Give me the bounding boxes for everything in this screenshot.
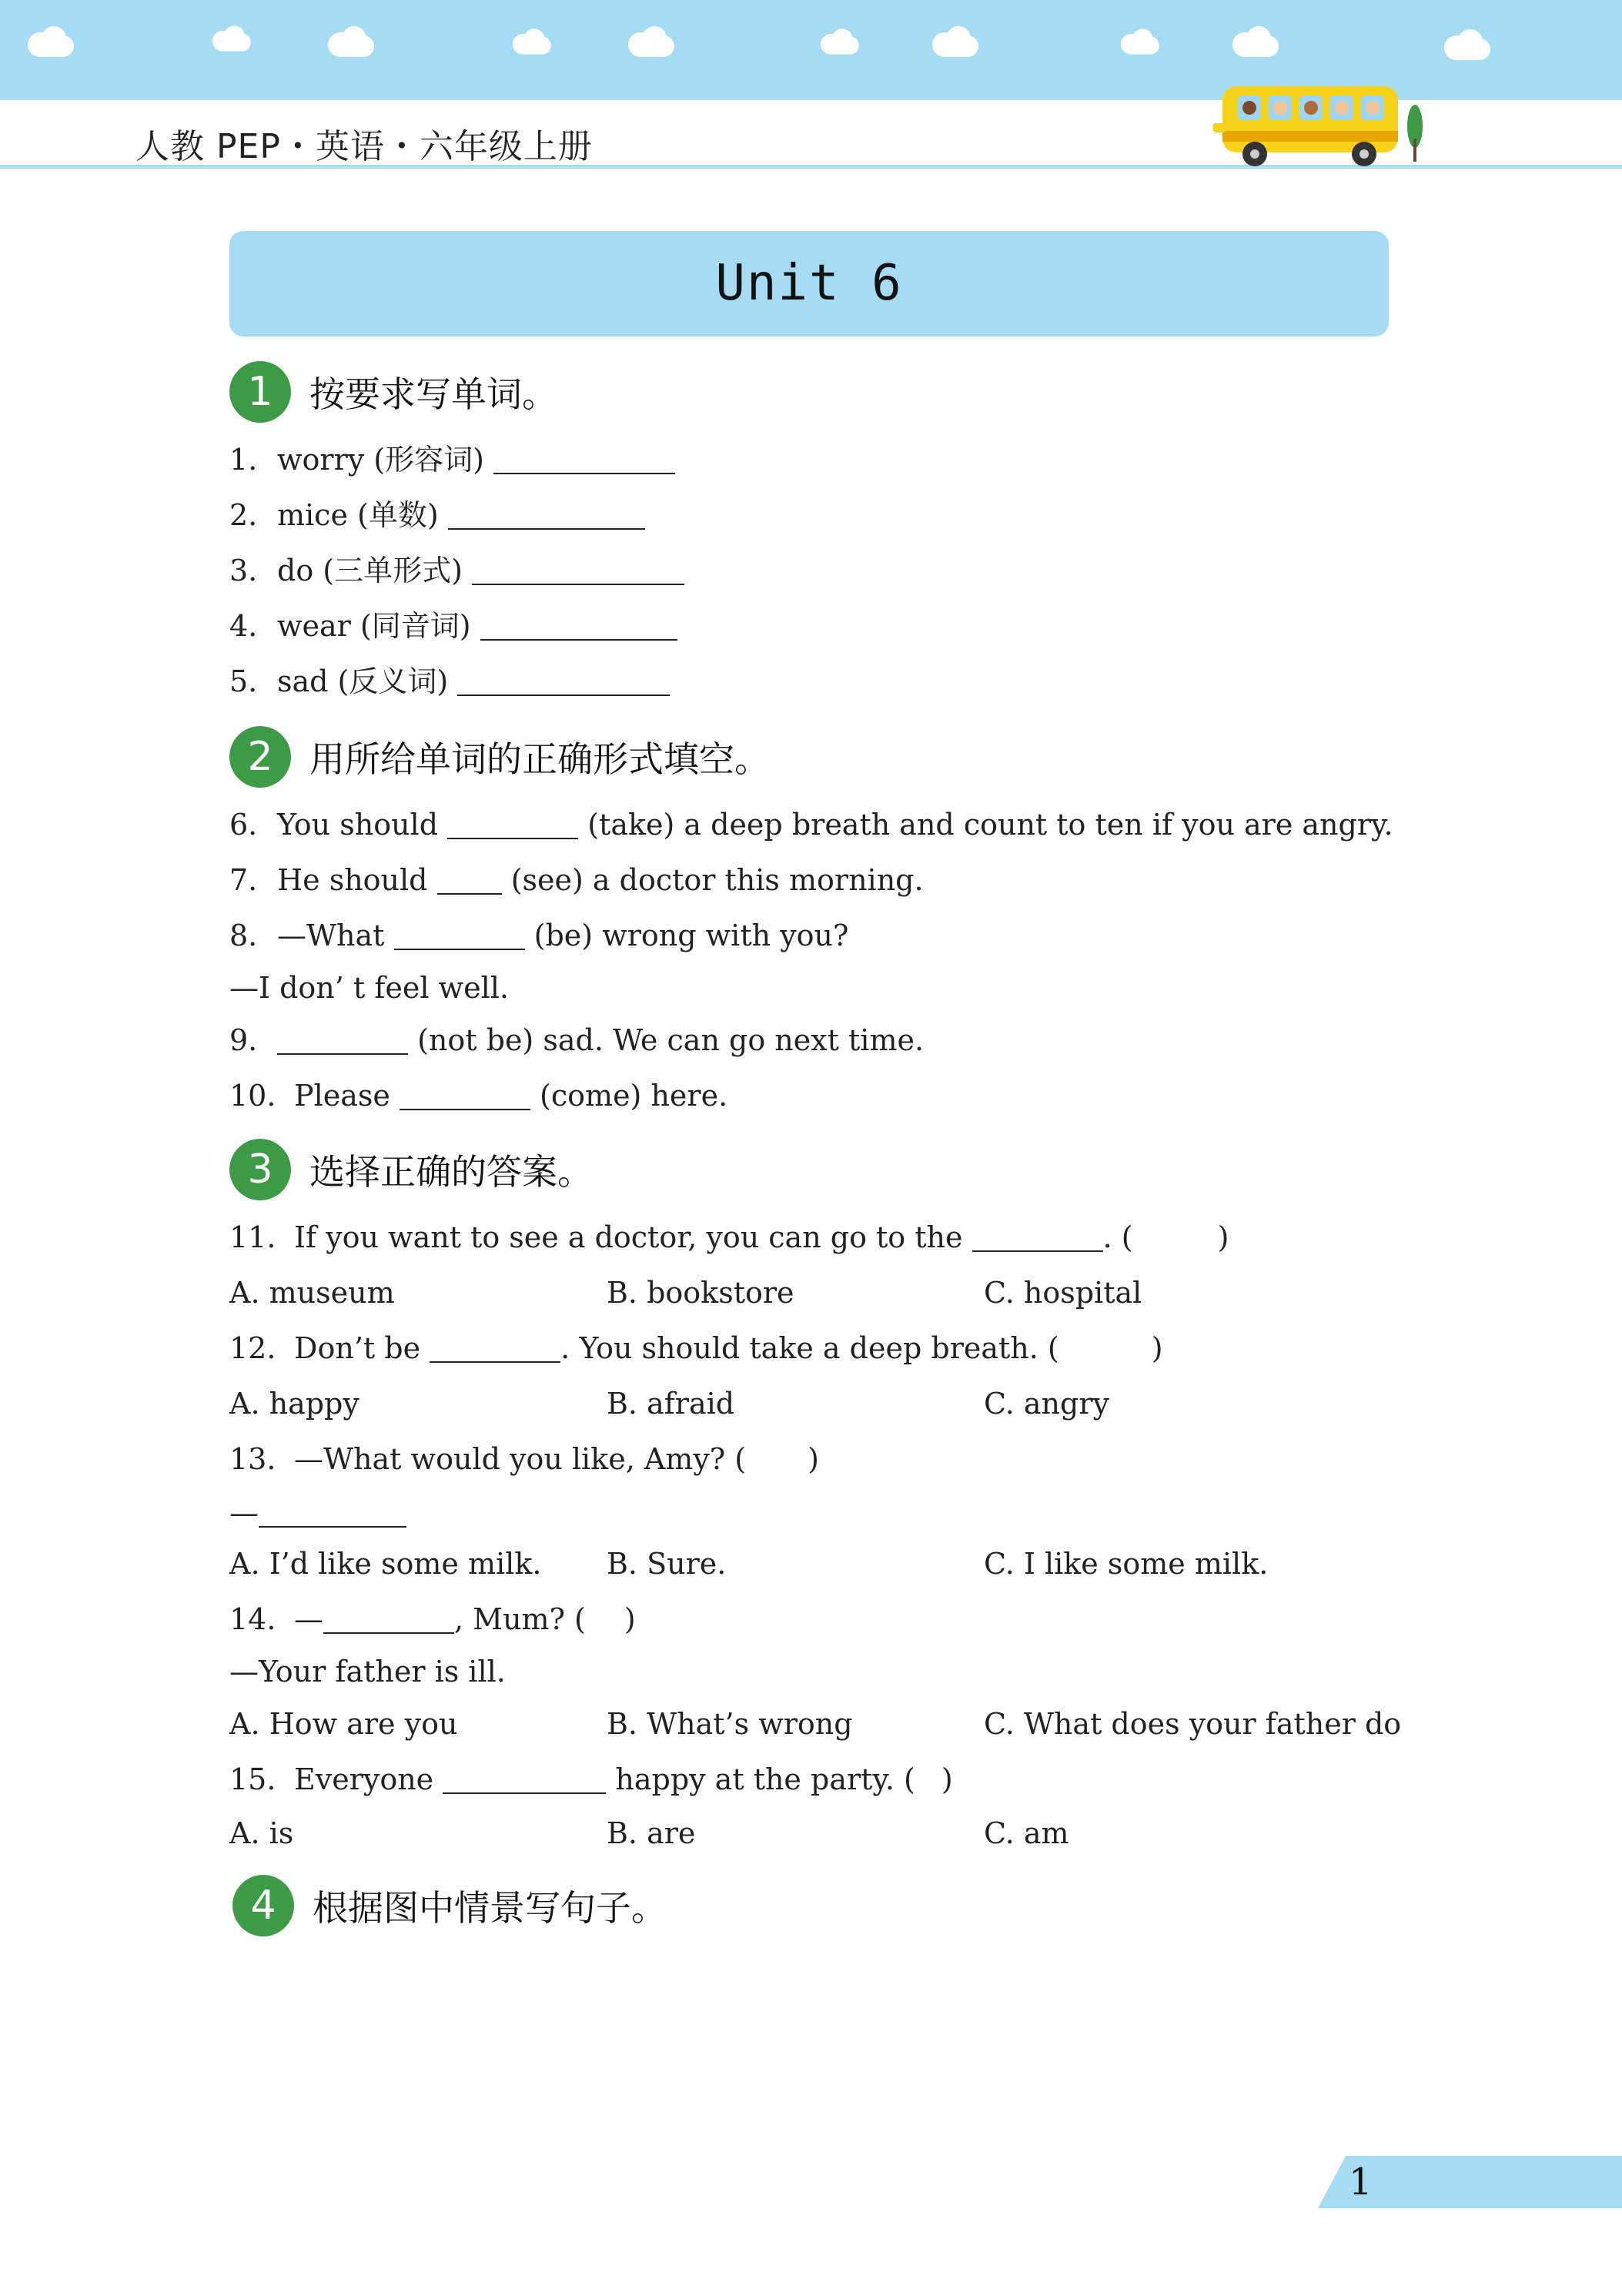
answer-blank[interactable] xyxy=(323,1605,454,1634)
option-c[interactable]: C. I like some milk. xyxy=(984,1547,1269,1581)
answer-blank[interactable] xyxy=(400,1081,530,1110)
question-text: Don’t be xyxy=(294,1331,421,1365)
question-13 xyxy=(229,1440,819,1478)
question-number: 8. xyxy=(229,919,258,952)
question-10 xyxy=(229,1076,727,1115)
option-a[interactable]: A. I’d like some milk. xyxy=(229,1547,542,1581)
question-number: 6. xyxy=(229,808,258,842)
question-number: 12. xyxy=(229,1331,276,1365)
cloud-icon xyxy=(1228,23,1282,60)
cloud-icon xyxy=(1116,26,1162,57)
question-text: (not be) sad. We can go next time. xyxy=(417,1023,925,1057)
answer-bracket-close: ) xyxy=(808,1442,819,1476)
section-2-heading xyxy=(229,725,770,788)
question-2 xyxy=(229,496,645,534)
section-title: 按要求写单词。 xyxy=(309,373,557,415)
question-number: 13. xyxy=(229,1442,276,1476)
cloud-icon xyxy=(208,23,254,54)
answer-blank[interactable] xyxy=(472,556,684,585)
question-text: (be) wrong with you? xyxy=(533,919,849,952)
answer-blank[interactable] xyxy=(493,445,675,474)
answer-bracket-close: ) xyxy=(1151,1331,1163,1365)
question-6 xyxy=(229,805,1393,844)
answer-blank[interactable] xyxy=(437,865,502,895)
cloud-icon xyxy=(816,26,862,57)
option-b[interactable]: B. afraid xyxy=(607,1387,735,1421)
question-13-reply xyxy=(229,1494,406,1532)
question-text: (take) a deep breath and count to ten if you are angry. xyxy=(587,808,1393,842)
answer-blank[interactable] xyxy=(430,1334,560,1363)
section-title: 用所给单词的正确形式填空。 xyxy=(309,738,770,780)
option-b[interactable]: B. Sure. xyxy=(607,1547,727,1581)
question-number: 1. xyxy=(229,443,258,477)
question-text: do (三单形式) xyxy=(277,554,463,587)
answer-bracket-open: . You should take a deep breath. ( xyxy=(560,1331,1059,1365)
question-text: (come) here. xyxy=(540,1079,728,1113)
question-text: —What xyxy=(277,919,385,952)
school-bus-icon xyxy=(1210,77,1426,169)
section-title: 选择正确的答案。 xyxy=(309,1151,593,1193)
option-c[interactable]: C. am xyxy=(984,1816,1069,1850)
answer-blank[interactable] xyxy=(448,500,645,530)
question-number: 9. xyxy=(229,1023,258,1057)
question-text: —What would you like, Amy? ( xyxy=(294,1442,747,1476)
section-1-heading xyxy=(229,360,557,423)
question-text: (see) a doctor this morning. xyxy=(510,863,924,897)
answer-blank[interactable] xyxy=(259,1498,406,1528)
question-8-reply: —I don’ t feel well. xyxy=(229,971,509,1005)
answer-bracket-close: ) xyxy=(941,1762,953,1796)
question-number: 7. xyxy=(229,863,258,897)
cloud-icon xyxy=(323,23,377,60)
question-number: 3. xyxy=(229,554,258,587)
option-c[interactable]: C. hospital xyxy=(984,1276,1142,1310)
answer-blank[interactable] xyxy=(972,1223,1103,1252)
question-number: 15. xyxy=(229,1762,276,1796)
page-number: 1 xyxy=(1349,2160,1373,2204)
section-4-heading xyxy=(232,1874,667,1937)
question-9 xyxy=(229,1021,924,1059)
answer-blank[interactable] xyxy=(277,1026,408,1055)
cloud-icon xyxy=(1440,26,1493,63)
section-number-badge: 3 xyxy=(229,1139,291,1200)
question-text: worry (形容词) xyxy=(277,443,484,477)
question-number: 10. xyxy=(229,1079,276,1113)
unit-title-banner xyxy=(229,231,1389,336)
cloud-icon xyxy=(928,23,982,60)
answer-blank[interactable] xyxy=(457,667,670,696)
section-3-heading xyxy=(229,1138,593,1201)
answer-bracket-close: ) xyxy=(624,1602,636,1636)
question-14-reply: —Your father is ill. xyxy=(229,1655,506,1689)
answer-blank[interactable] xyxy=(443,1765,606,1794)
question-text: wear (同音词) xyxy=(277,609,471,643)
question-text: If you want to see a doctor, you can go to the xyxy=(294,1220,963,1254)
question-12 xyxy=(229,1329,1163,1367)
section-number-badge: 1 xyxy=(229,361,291,423)
dash: — xyxy=(229,1496,259,1530)
section-title: 根据图中情景写句子。 xyxy=(313,1887,667,1929)
section-number-badge: 2 xyxy=(229,726,291,788)
option-c[interactable]: C. angry xyxy=(984,1387,1109,1421)
section-number-badge: 4 xyxy=(232,1875,294,1936)
unit-title: Unit 6 xyxy=(715,255,903,312)
question-4 xyxy=(229,607,677,645)
answer-blank[interactable] xyxy=(447,810,578,839)
cloud-icon xyxy=(624,23,677,60)
option-b[interactable]: B. bookstore xyxy=(607,1276,794,1310)
dash: — xyxy=(294,1602,323,1636)
question-text: sad (反义词) xyxy=(277,664,449,698)
question-14 xyxy=(229,1600,636,1638)
cloud-icon xyxy=(23,23,77,60)
option-a[interactable]: A. How are you xyxy=(229,1707,458,1741)
question-text: Please xyxy=(294,1079,390,1113)
question-8 xyxy=(229,916,848,955)
question-number: 4. xyxy=(229,609,258,643)
question-text: Everyone xyxy=(294,1762,434,1796)
option-c[interactable]: C. What does your father do xyxy=(984,1707,1402,1741)
answer-blank[interactable] xyxy=(480,611,677,641)
question-number: 11. xyxy=(229,1220,276,1254)
question-text: , Mum? ( xyxy=(454,1602,586,1636)
question-text: happy at the party. ( xyxy=(615,1762,915,1796)
answer-bracket-open: . ( xyxy=(1102,1220,1133,1254)
option-a[interactable]: A. happy xyxy=(229,1387,360,1421)
answer-bracket-close: ) xyxy=(1217,1220,1229,1254)
question-text: You should xyxy=(277,808,439,842)
question-text: mice (单数) xyxy=(277,498,439,532)
question-text: He should xyxy=(277,863,428,897)
answer-blank[interactable] xyxy=(394,921,525,950)
option-a[interactable]: A. museum xyxy=(229,1276,395,1310)
question-15 xyxy=(229,1760,953,1799)
question-3 xyxy=(229,551,684,590)
book-title: 人教 PEP・英语・六年级上册 xyxy=(135,127,593,166)
question-11 xyxy=(229,1218,1229,1257)
option-b[interactable]: B. are xyxy=(607,1816,696,1850)
option-b[interactable]: B. What’s wrong xyxy=(607,1707,853,1741)
option-a[interactable]: A. is xyxy=(229,1816,294,1850)
cloud-icon xyxy=(508,26,554,57)
question-7 xyxy=(229,861,924,899)
question-number: 2. xyxy=(229,498,258,532)
question-5 xyxy=(229,662,670,701)
question-number: 14. xyxy=(229,1602,276,1636)
question-1 xyxy=(229,440,675,479)
question-number: 5. xyxy=(229,664,258,698)
